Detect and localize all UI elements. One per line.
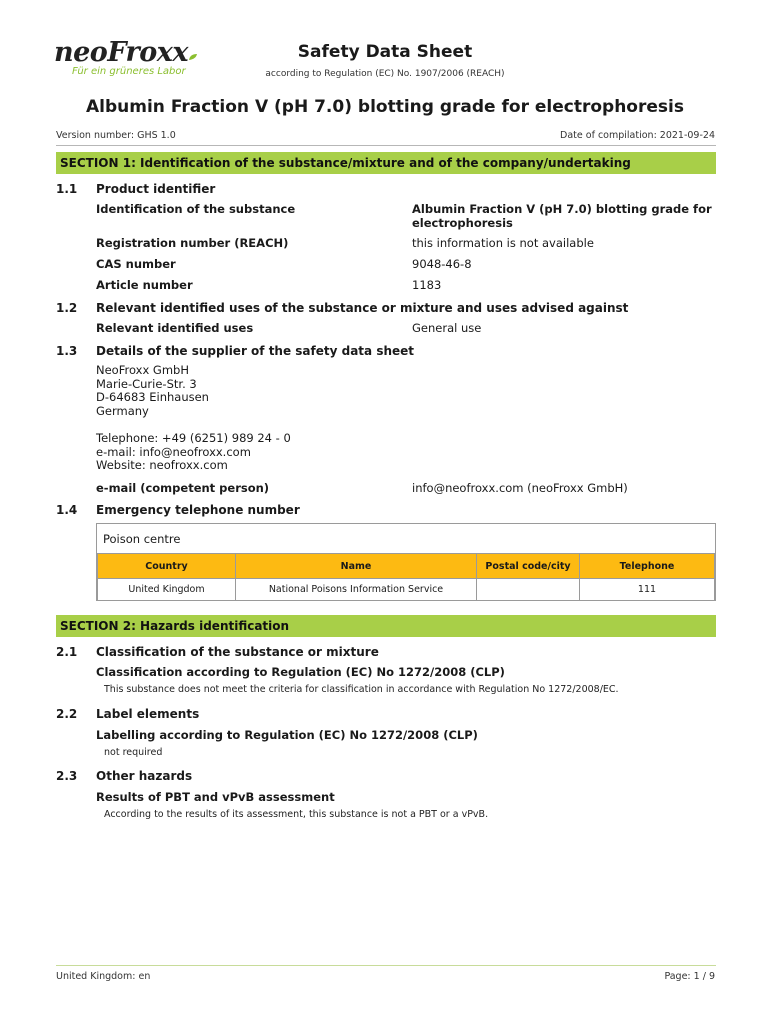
section-number: 2.1 <box>56 645 78 659</box>
page-number: Page: 1 / 9 <box>664 971 715 982</box>
column-header: Name <box>236 554 477 579</box>
field-value: General use <box>412 321 482 335</box>
contact-phone: Telephone: +49 (6251) 989 24 - 0 <box>96 431 291 445</box>
field-value: 9048-46-8 <box>412 257 472 271</box>
column-header: Postal code/city <box>477 554 580 579</box>
section-number: 2.2 <box>56 707 78 721</box>
body-text: not required <box>104 747 163 758</box>
supplier-address <box>96 364 209 418</box>
logo-word-text: neoFroxx <box>54 37 188 68</box>
section-number: 1.3 <box>56 344 78 358</box>
section-heading: Other hazards <box>96 769 193 783</box>
subsection-heading: Results of PBT and vPvB assessment <box>96 790 335 804</box>
sds-subtitle: according to Regulation (EC) No. 1907/2006 (REACH) <box>265 69 505 79</box>
address-line: Marie-Curie-Str. 3 <box>96 376 197 391</box>
section-2-bar: SECTION 2: Hazards identification <box>56 615 716 637</box>
address-line: D-64683 Einhausen <box>96 390 209 404</box>
address-line: NeoFroxx GmbH <box>96 363 189 377</box>
section-1-bar: SECTION 1: Identification of the substance/mixture and of the company/undertaking <box>56 152 716 174</box>
table-row <box>98 579 715 601</box>
document-title: Albumin Fraction V (pH 7.0) blotting grade for electrophoresis <box>86 97 684 117</box>
subsection-heading: Labelling according to Regulation (EC) No 1272/2008 (CLP) <box>96 728 478 742</box>
footer-divider <box>56 965 716 966</box>
field-value: Albumin Fraction V (pH 7.0) blotting grade for electrophoresis <box>412 202 712 230</box>
section-number: 1.1 <box>56 182 78 196</box>
header-divider <box>56 145 716 146</box>
table-cell: National Poisons Information Service <box>236 579 477 601</box>
compilation-date: Date of compilation: 2021-09-24 <box>560 130 715 141</box>
competent-email-value[interactable]: info@neofroxx.com (neoFroxx GmbH) <box>412 481 628 495</box>
field-label: e-mail (competent person) <box>96 481 270 495</box>
field-value: 1183 <box>412 278 442 292</box>
field-label: CAS number <box>96 257 176 271</box>
table-caption: Poison centre <box>103 532 181 546</box>
sds-title: Safety Data Sheet <box>297 42 473 62</box>
section-number: 1.2 <box>56 301 78 315</box>
field-label: Relevant identified uses <box>96 321 254 335</box>
table-cell: 111 <box>580 579 715 601</box>
table-cell <box>477 579 580 601</box>
table-header-row <box>98 554 715 579</box>
column-header: Country <box>98 554 236 579</box>
emergency-table <box>97 553 715 601</box>
contact-email[interactable]: e-mail: info@neofroxx.com <box>96 444 251 459</box>
footer-locale: United Kingdom: en <box>56 971 151 982</box>
poison-centre-table <box>96 523 716 601</box>
table-cell: United Kingdom <box>98 579 236 601</box>
field-label: Article number <box>96 278 193 292</box>
address-line: Germany <box>96 403 149 418</box>
version-number: Version number: GHS 1.0 <box>56 130 176 141</box>
subsection-heading: Classification according to Regulation (EC) No 1272/2008 (CLP) <box>96 665 505 679</box>
supplier-contact <box>96 432 291 473</box>
contact-website[interactable]: Website: neofroxx.com <box>96 458 228 472</box>
section-heading: Classification of the substance or mixture <box>96 645 379 659</box>
logo-tagline: Für ein grüneres Labor <box>72 66 186 77</box>
section-heading: Relevant identified uses of the substance or mixture and uses advised against <box>96 301 629 315</box>
section-heading: Emergency telephone number <box>96 503 300 517</box>
column-header: Telephone <box>580 554 715 579</box>
section-heading: Details of the supplier of the safety data sheet <box>96 344 415 358</box>
field-label: Identification of the substance <box>96 202 296 216</box>
section-heading: Label elements <box>96 707 200 721</box>
section-heading: Product identifier <box>96 182 216 196</box>
body-text: This substance does not meet the criteria for classification in accordance with Regulation No 1272/2008/EC. <box>104 684 619 695</box>
body-text: According to the results of its assessment, this substance is not a PBT or a vPvB. <box>104 809 489 820</box>
field-value: this information is not available <box>412 236 594 250</box>
section-number: 1.4 <box>56 503 78 517</box>
field-label: Registration number (REACH) <box>96 236 289 250</box>
section-number: 2.3 <box>56 769 78 783</box>
